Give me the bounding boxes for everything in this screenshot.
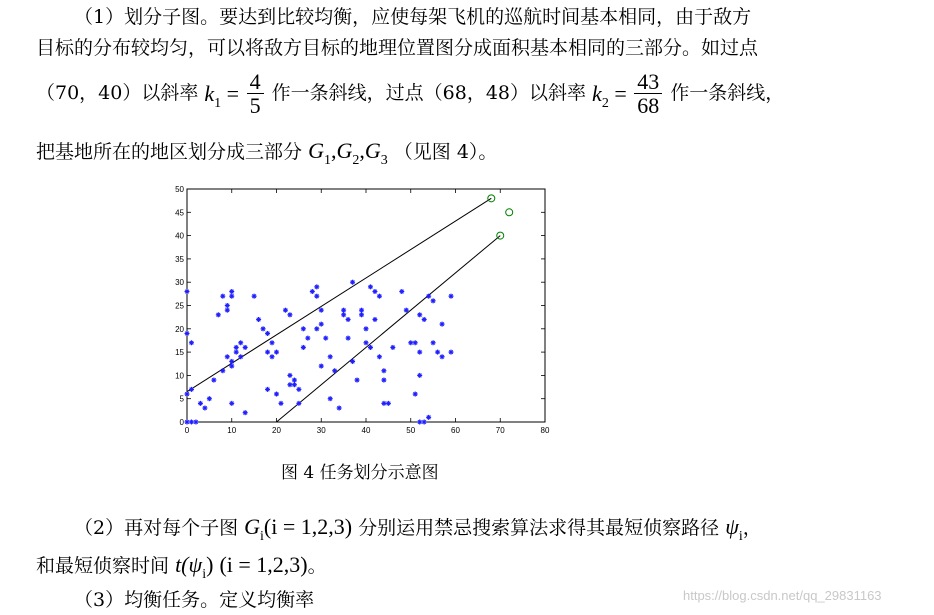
psi-symbol bbox=[725, 514, 743, 544]
point1-text: （70，40）以斜率 bbox=[36, 82, 199, 105]
y-tick-label: 10 bbox=[175, 371, 184, 381]
line-text-end: 作一条斜线， bbox=[670, 82, 785, 105]
target-point bbox=[287, 312, 292, 317]
t-psi-expr bbox=[175, 552, 214, 582]
g2-var: G bbox=[336, 138, 353, 163]
equals-sign-2: = bbox=[608, 80, 633, 106]
para1-line2 bbox=[36, 39, 758, 58]
y-tick-label: 25 bbox=[175, 301, 184, 311]
para2-text-b: 分别运用禁忌搜索算法求得其最短侦察路径 bbox=[358, 517, 720, 539]
see-figure-text: （见图 4）。 bbox=[393, 141, 498, 163]
target-point bbox=[270, 340, 275, 345]
y-tick-label: 35 bbox=[175, 254, 184, 264]
index-range-1: (i = 1,2,3) bbox=[263, 514, 353, 539]
equals-sign: = bbox=[221, 80, 245, 106]
g3-sub: 3 bbox=[380, 153, 388, 168]
x-tick-label: 20 bbox=[272, 426, 281, 435]
target-point bbox=[372, 317, 377, 322]
para1-line4 bbox=[36, 138, 498, 168]
k2-numerator: 43 bbox=[634, 70, 662, 94]
target-point bbox=[359, 308, 364, 313]
target-point bbox=[386, 401, 391, 406]
g2-sub: 2 bbox=[352, 153, 360, 168]
target-point bbox=[449, 350, 454, 355]
target-point bbox=[189, 340, 194, 345]
x-tick-label: 40 bbox=[361, 426, 371, 435]
target-point bbox=[185, 289, 190, 294]
target-point bbox=[350, 359, 355, 364]
target-point bbox=[301, 326, 306, 331]
target-point bbox=[189, 420, 194, 425]
target-point bbox=[390, 345, 395, 350]
g1-var: G bbox=[308, 138, 324, 163]
target-point bbox=[319, 308, 324, 313]
target-point bbox=[346, 317, 351, 322]
target-point bbox=[404, 308, 409, 313]
target-point bbox=[426, 415, 431, 420]
index-range-2: (i = 1,2,3) bbox=[219, 552, 308, 577]
target-point bbox=[198, 401, 203, 406]
period: 。 bbox=[307, 555, 327, 577]
target-point bbox=[265, 387, 270, 392]
k2-denominator: 68 bbox=[637, 93, 660, 119]
target-point bbox=[364, 340, 369, 345]
k2-sub: 2 bbox=[601, 95, 609, 111]
target-point bbox=[287, 373, 292, 378]
target-point bbox=[417, 373, 422, 378]
target-point bbox=[225, 303, 230, 308]
target-point bbox=[292, 378, 297, 383]
task-partition-chart bbox=[160, 180, 560, 442]
gi-symbol bbox=[244, 514, 264, 544]
target-point bbox=[185, 392, 190, 397]
target-point bbox=[216, 312, 221, 317]
x-tick-label: 10 bbox=[227, 426, 237, 435]
target-point bbox=[328, 354, 333, 359]
para2-line2-text: 和最短侦察时间 bbox=[36, 555, 170, 577]
para2-end: ， bbox=[742, 517, 762, 539]
target-point bbox=[368, 345, 373, 350]
k1-fraction bbox=[247, 70, 264, 117]
target-point bbox=[234, 345, 239, 350]
target-point bbox=[377, 354, 382, 359]
target-point bbox=[328, 396, 333, 401]
target-point bbox=[399, 289, 404, 294]
target-point bbox=[229, 401, 234, 406]
x-tick-label: 30 bbox=[316, 426, 326, 435]
target-point bbox=[377, 294, 382, 299]
target-point bbox=[314, 326, 319, 331]
target-point bbox=[323, 336, 328, 341]
target-point bbox=[372, 289, 377, 294]
target-point bbox=[225, 308, 230, 313]
target-point bbox=[270, 354, 275, 359]
target-point bbox=[440, 354, 445, 359]
gi-var: G bbox=[244, 514, 261, 539]
k1-denominator: 5 bbox=[249, 93, 261, 119]
x-tick-label: 50 bbox=[406, 426, 416, 435]
target-point bbox=[310, 289, 315, 294]
target-point bbox=[211, 378, 216, 383]
target-point bbox=[256, 317, 261, 322]
point2-text: 作一条斜线，过点（68，48）以斜率 bbox=[271, 82, 586, 105]
target-point bbox=[314, 294, 319, 299]
target-point bbox=[193, 420, 198, 425]
target-point bbox=[225, 354, 230, 359]
target-point bbox=[220, 294, 225, 299]
para2-line2 bbox=[36, 552, 327, 582]
target-point bbox=[265, 331, 270, 336]
target-point bbox=[449, 294, 454, 299]
comma-1: , bbox=[330, 138, 337, 163]
balance-task-text: （3）均衡任务。定义均衡率 bbox=[74, 589, 315, 611]
g3-var: G bbox=[364, 138, 381, 163]
t-func: t( bbox=[175, 552, 189, 577]
y-tick-label: 30 bbox=[175, 278, 184, 288]
target-point bbox=[189, 387, 194, 392]
y-tick-label: 45 bbox=[175, 208, 184, 218]
y-tick-label: 5 bbox=[179, 394, 184, 404]
target-point bbox=[283, 308, 288, 313]
target-point bbox=[314, 284, 319, 289]
target-point bbox=[346, 336, 351, 341]
target-point bbox=[229, 294, 234, 299]
target-point bbox=[261, 326, 266, 331]
g1-sub: 1 bbox=[323, 153, 331, 168]
target-point bbox=[220, 368, 225, 373]
target-point bbox=[381, 368, 386, 373]
k1-symbol bbox=[204, 80, 245, 111]
figure-caption: 图 4 任务划分示意图 bbox=[281, 463, 439, 483]
target-point bbox=[359, 312, 364, 317]
target-point bbox=[265, 350, 270, 355]
target-point bbox=[408, 340, 413, 345]
para1-line1-text: （1）划分子图。要达到比较均衡，应使每架飞机的巡航时间基本相同，由于敌方 bbox=[74, 6, 752, 28]
para2-text-a: （2）再对每个子图 bbox=[74, 517, 239, 539]
target-point bbox=[431, 340, 436, 345]
y-tick-label: 15 bbox=[175, 348, 184, 358]
target-point bbox=[238, 354, 243, 359]
target-point bbox=[185, 331, 190, 336]
y-tick-label: 40 bbox=[175, 231, 184, 241]
target-point bbox=[229, 364, 234, 369]
target-point bbox=[234, 350, 239, 355]
y-tick-label: 20 bbox=[175, 324, 184, 334]
k2-fraction bbox=[634, 70, 662, 117]
k1-sub: 1 bbox=[214, 95, 222, 111]
target-point bbox=[417, 312, 422, 317]
t-close: ) bbox=[206, 552, 214, 577]
target-point bbox=[431, 298, 436, 303]
target-point bbox=[417, 420, 422, 425]
target-point bbox=[413, 392, 418, 397]
target-point bbox=[296, 387, 301, 392]
target-point bbox=[381, 401, 386, 406]
target-point bbox=[243, 345, 248, 350]
target-point bbox=[202, 406, 207, 411]
para2-line1 bbox=[74, 514, 762, 544]
target-point bbox=[229, 359, 234, 364]
target-point bbox=[440, 322, 445, 327]
para1-line1 bbox=[74, 8, 751, 27]
target-point bbox=[238, 340, 243, 345]
target-point bbox=[426, 294, 431, 299]
gi-sub: i bbox=[260, 529, 264, 544]
target-point bbox=[274, 350, 279, 355]
target-point bbox=[417, 350, 422, 355]
k1-var: k bbox=[204, 80, 215, 106]
target-point bbox=[341, 308, 346, 313]
target-point bbox=[337, 406, 342, 411]
comma-2: , bbox=[359, 138, 365, 163]
target-point bbox=[422, 420, 427, 425]
watermark: https://blog.csdn.net/qq_29831163 bbox=[683, 588, 882, 603]
psi-var-2: ψ bbox=[188, 552, 203, 577]
target-point bbox=[287, 382, 292, 387]
target-point bbox=[243, 410, 248, 415]
target-point bbox=[305, 336, 310, 341]
x-tick-label: 70 bbox=[495, 426, 505, 435]
target-point bbox=[296, 401, 301, 406]
target-point bbox=[341, 312, 346, 317]
k1-numerator: 4 bbox=[247, 70, 264, 94]
k2-symbol bbox=[592, 80, 633, 111]
k2-var: k bbox=[592, 80, 602, 106]
psi-sub: i bbox=[738, 529, 743, 544]
target-point bbox=[185, 420, 190, 425]
target-point bbox=[350, 280, 355, 285]
x-tick-label: 80 bbox=[540, 426, 550, 435]
para3-line1 bbox=[74, 591, 314, 610]
target-point bbox=[355, 378, 360, 383]
target-point bbox=[319, 322, 324, 327]
target-point bbox=[364, 326, 369, 331]
target-point bbox=[413, 340, 418, 345]
psi-sub-2: i bbox=[202, 567, 207, 582]
g-sets bbox=[308, 138, 388, 168]
para1-line4-text: 把基地所在的地区划分成三部分 bbox=[36, 141, 303, 163]
para1-line3 bbox=[36, 70, 784, 117]
target-point bbox=[252, 294, 257, 299]
psi-var: ψ bbox=[725, 514, 739, 539]
target-point bbox=[292, 382, 297, 387]
target-point bbox=[319, 364, 324, 369]
target-point bbox=[278, 401, 283, 406]
plot-frame bbox=[187, 189, 545, 422]
target-point bbox=[301, 345, 306, 350]
target-point bbox=[229, 289, 234, 294]
y-tick-label: 50 bbox=[175, 185, 184, 194]
target-point bbox=[274, 392, 279, 397]
target-point bbox=[368, 284, 373, 289]
x-tick-label: 0 bbox=[184, 426, 190, 435]
target-point bbox=[422, 317, 427, 322]
target-point bbox=[207, 396, 212, 401]
target-point bbox=[332, 368, 337, 373]
target-point bbox=[381, 378, 386, 383]
para1-line2-text: 目标的分布较均匀，可以将敌方目标的地理位置图分成面积基本相同的三部分。如过点 bbox=[36, 37, 759, 59]
y-tick-label: 0 bbox=[179, 418, 184, 427]
x-tick-label: 60 bbox=[451, 426, 460, 435]
target-point bbox=[435, 350, 440, 355]
